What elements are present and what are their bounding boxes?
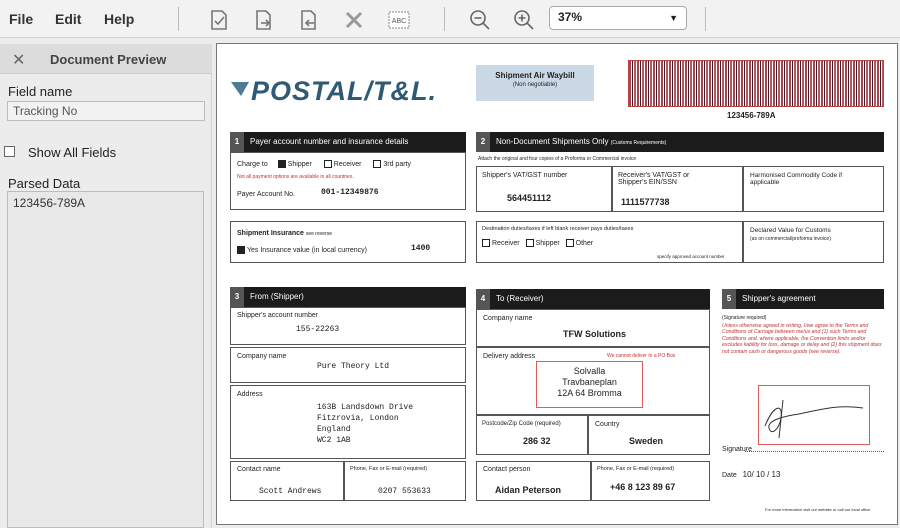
panel-title: Document Preview: [50, 52, 167, 67]
show-all-fields-checkbox[interactable]: [4, 146, 15, 157]
waybill-label: [476, 65, 594, 101]
insurance-yes-row: Yes Insurance value (in local currency): [237, 246, 367, 254]
parsed-data-textarea[interactable]: 123456-789A: [7, 191, 204, 528]
shipper-address: 163B Landsdown Drive Fitzrovia, London England WC2 1AB: [317, 403, 414, 445]
section-5-header: 5 Shipper's agreement: [722, 289, 884, 309]
section-2-header: 2 Non-Document Shipments Only (Customs Requirements): [476, 132, 884, 152]
payer-box: [230, 152, 466, 210]
country-box: Country Sweden: [588, 415, 710, 455]
signature-label: Signature: [722, 446, 752, 453]
waybill-subtitle: (Non negotiable): [512, 82, 558, 88]
receiver-company-value: TFW Solutions: [563, 329, 626, 339]
show-all-fields-label[interactable]: Show All Fields: [28, 145, 117, 160]
receiver-company-box: Company name TFW Solutions: [476, 309, 710, 347]
receiver-vat-value: 1111577738: [621, 197, 670, 207]
signature-image: [759, 386, 869, 444]
signature-line: [745, 451, 884, 452]
panel-header: [0, 44, 212, 74]
zoom-out-icon[interactable]: [467, 7, 493, 33]
shipper-vat-value: 564451112: [507, 193, 552, 203]
export-document-icon[interactable]: [296, 7, 322, 33]
section-1-header: 1 Payer account number and insurance details: [230, 132, 466, 152]
attach-note: Attach the original and four copies of a Proforma or Commercial invoice: [478, 156, 637, 162]
declared-value-box: Declared Value for Customs (as on commercial/proforma invoice): [743, 221, 884, 263]
close-icon[interactable]: ✕: [12, 52, 26, 69]
import-document-icon[interactable]: [251, 7, 277, 33]
insurance-value: 1400: [411, 244, 431, 253]
svg-text:ABC: ABC: [391, 18, 407, 25]
menu-file[interactable]: File: [9, 11, 34, 27]
toolbar-separator: [444, 7, 445, 31]
duties-box: Destination duties/taxes if left blank receiver pays duties/taxes Receiver Shipper Other specify approved account number: [476, 221, 743, 263]
toolbar: [0, 0, 900, 38]
barcode-number: 123456-789A: [727, 111, 776, 120]
signature-required-label: (Signature required): [722, 315, 767, 321]
chevron-down-icon: ▼: [669, 13, 678, 23]
duties-options: Receiver Shipper Other: [482, 239, 593, 247]
receiver-contact-box: Contact person Aidan Peterson: [476, 461, 591, 501]
shipper-company-box: Company name Pure Theory Ltd: [230, 347, 466, 383]
agreement-text: Unless otherwise agreed in writing, I/we agree to the Terms and Conditions of Carriage between me/us and (1) such Terms and Conditions and, where applicable, the Convention limits and/or excludes liability for loss, damage or delay and (2) this shipment does not contain cash or dangerous goods (see reverse).: [722, 323, 882, 355]
menu-help[interactable]: Help: [104, 11, 135, 27]
shipper-account-box: Shipper's account number 155-22263: [230, 307, 466, 345]
insurance-title: Shipment Insurance see reverse: [237, 230, 332, 237]
shipper-vat-box: Shipper's VAT/GST number 564451112: [476, 166, 612, 212]
postcode-value: 286 32: [523, 436, 551, 446]
barcode: [628, 60, 884, 107]
payer-account-value: 001-12349876: [321, 188, 379, 197]
delivery-address-box: Delivery address We cannot deliver to a PO Box Solvalla Travbaneplan 12A 64 Bromma: [476, 347, 710, 415]
postal-logo: [229, 70, 437, 110]
charge-to-row: Charge to Shipper Receiver 3rd party: [237, 160, 411, 168]
receiver-phone-value: +46 8 123 89 67: [610, 482, 676, 492]
payer-account-label: Payer Account No.: [237, 191, 295, 198]
duties-other-checkbox[interactable]: [566, 239, 574, 247]
footer-note: For more information visit our website or call our local office: [765, 507, 871, 512]
shipper-address-box: Address 163B Landsdown Drive Fitzrovia, London England WC2 1AB: [230, 385, 466, 459]
duties-shipper-checkbox[interactable]: [526, 239, 534, 247]
third-party-checkbox[interactable]: [373, 160, 381, 168]
shipper-contact-value: Scott Andrews: [259, 487, 322, 496]
section-3-header: 3 From (Shipper): [230, 287, 466, 307]
commodity-code-box: Harmonised Commodity Code if applicable: [743, 166, 884, 212]
zoom-value: 37%: [558, 10, 583, 24]
toolbar-separator: [178, 7, 179, 31]
section-4-header: 4 To (Receiver): [476, 289, 710, 309]
validate-document-icon[interactable]: [206, 7, 232, 33]
spellcheck-abc-icon[interactable]: [386, 7, 412, 33]
date-row: Date 10/ 10 / 13: [722, 470, 781, 479]
field-name-input[interactable]: Tracking No: [7, 101, 205, 121]
receiver-phone-box: Phone, Fax or E-mail (required) +46 8 123 89 67: [591, 461, 710, 501]
shipper-checkbox[interactable]: [278, 160, 286, 168]
shipper-phone-value: 0207 553633: [378, 487, 431, 496]
shipper-account-value: 155-22263: [296, 325, 340, 334]
duties-receiver-checkbox[interactable]: [482, 239, 490, 247]
postcode-box: Postcode/Zip Code (required) 286 32: [476, 415, 588, 455]
receiver-checkbox[interactable]: [324, 160, 332, 168]
shipper-contact-box: Contact name Scott Andrews: [230, 461, 344, 501]
receiver-address: Solvalla Travbaneplan 12A 64 Bromma: [557, 366, 622, 398]
document-preview: [216, 43, 898, 525]
waybill-title: Shipment Air Waybill: [495, 71, 575, 80]
shipper-phone-box: Phone, Fax or E-mail (required) 0207 553633: [344, 461, 466, 501]
field-name-label: Field name: [8, 84, 73, 99]
zoom-in-icon[interactable]: [511, 7, 537, 33]
insurance-box: [230, 221, 466, 263]
insurance-checkbox[interactable]: [237, 246, 245, 254]
receiver-contact-value: Aidan Peterson: [495, 485, 562, 495]
logo-arrow-icon: [229, 78, 251, 100]
menu-edit[interactable]: Edit: [55, 11, 82, 27]
receiver-vat-box: Receiver's VAT/GST or Shipper's EIN/SSN 1111577738: [612, 166, 743, 212]
document-preview-panel: [0, 44, 212, 528]
payment-note: Not all payment options are available in all countries.: [237, 174, 354, 180]
parsed-data-label: Parsed Data: [8, 176, 81, 191]
zoom-select[interactable]: [549, 6, 687, 30]
logo-text: POSTAL/T&L.: [251, 76, 437, 106]
shipper-company-value: Pure Theory Ltd: [317, 362, 390, 371]
toolbar-separator: [705, 7, 706, 31]
country-value: Sweden: [629, 436, 664, 446]
delete-icon[interactable]: [341, 7, 367, 33]
signature-highlight: [758, 385, 870, 445]
